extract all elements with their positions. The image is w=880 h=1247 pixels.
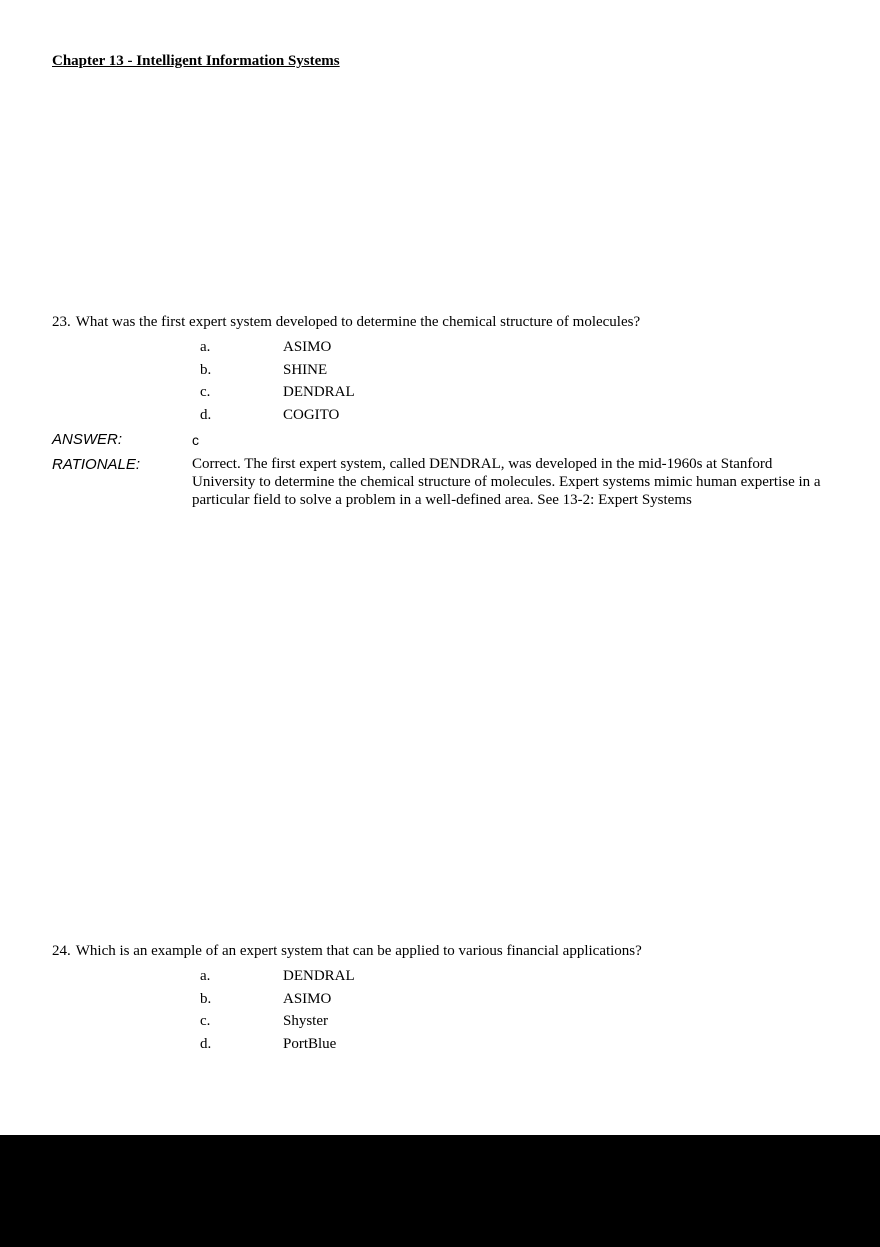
option-letter: d. <box>200 406 212 423</box>
question-block-24 <box>52 942 842 1057</box>
option-row-c <box>52 1012 842 1035</box>
question-line <box>52 313 842 332</box>
option-text: ASIMO <box>283 339 332 355</box>
question-number: 23. <box>52 314 71 330</box>
options-list <box>52 338 842 428</box>
option-row-d <box>52 406 842 429</box>
option-row-b <box>52 990 842 1013</box>
option-row-a <box>52 338 842 361</box>
option-text: COGITO <box>283 406 340 423</box>
option-text: DENDRAL <box>283 968 355 984</box>
option-letter: b. <box>200 990 212 1007</box>
option-text: DENDRAL <box>283 384 355 400</box>
option-text: ASIMO <box>283 990 332 1007</box>
question-text: Which is an example of an expert system that can be applied to various financial applications? <box>75 943 642 959</box>
answer-label: ANSWER: <box>52 431 123 448</box>
option-letter: d. <box>200 1035 212 1052</box>
option-row-d <box>52 1035 842 1058</box>
page-bottom-black-bar <box>0 1135 880 1247</box>
rationale-row <box>52 455 842 509</box>
option-text: Shyster <box>283 1013 328 1029</box>
option-letter: a. <box>200 968 211 984</box>
chapter-heading: Chapter 13 - Intelligent Information Systems <box>52 53 340 69</box>
answer-row <box>52 430 842 453</box>
question-line <box>52 942 842 961</box>
question-block-23 <box>52 313 842 509</box>
rationale-text: Correct. The first expert system, called DENDRAL, was developed in the mid-1960s at Stanford University to determine the chemical structure of molecules. Expert systems mimic human expertise in a particular field to solve a problem in a well-defined area. See 13-2: Expert Systems <box>192 456 821 508</box>
option-letter: c. <box>200 384 211 400</box>
question-text: What was the first expert system developed to determine the chemical structure of molecules? <box>75 314 641 330</box>
question-number: 24. <box>52 943 71 959</box>
answer-value: c <box>192 432 199 448</box>
option-letter: b. <box>200 361 212 378</box>
option-text: PortBlue <box>283 1035 337 1052</box>
option-row-c <box>52 383 842 406</box>
rationale-label: RATIONALE: <box>52 456 141 473</box>
option-letter: a. <box>200 339 211 355</box>
option-row-a <box>52 967 842 990</box>
option-row-b <box>52 361 842 384</box>
option-letter: c. <box>200 1013 211 1029</box>
options-list <box>52 967 842 1057</box>
option-text: SHINE <box>283 361 328 378</box>
